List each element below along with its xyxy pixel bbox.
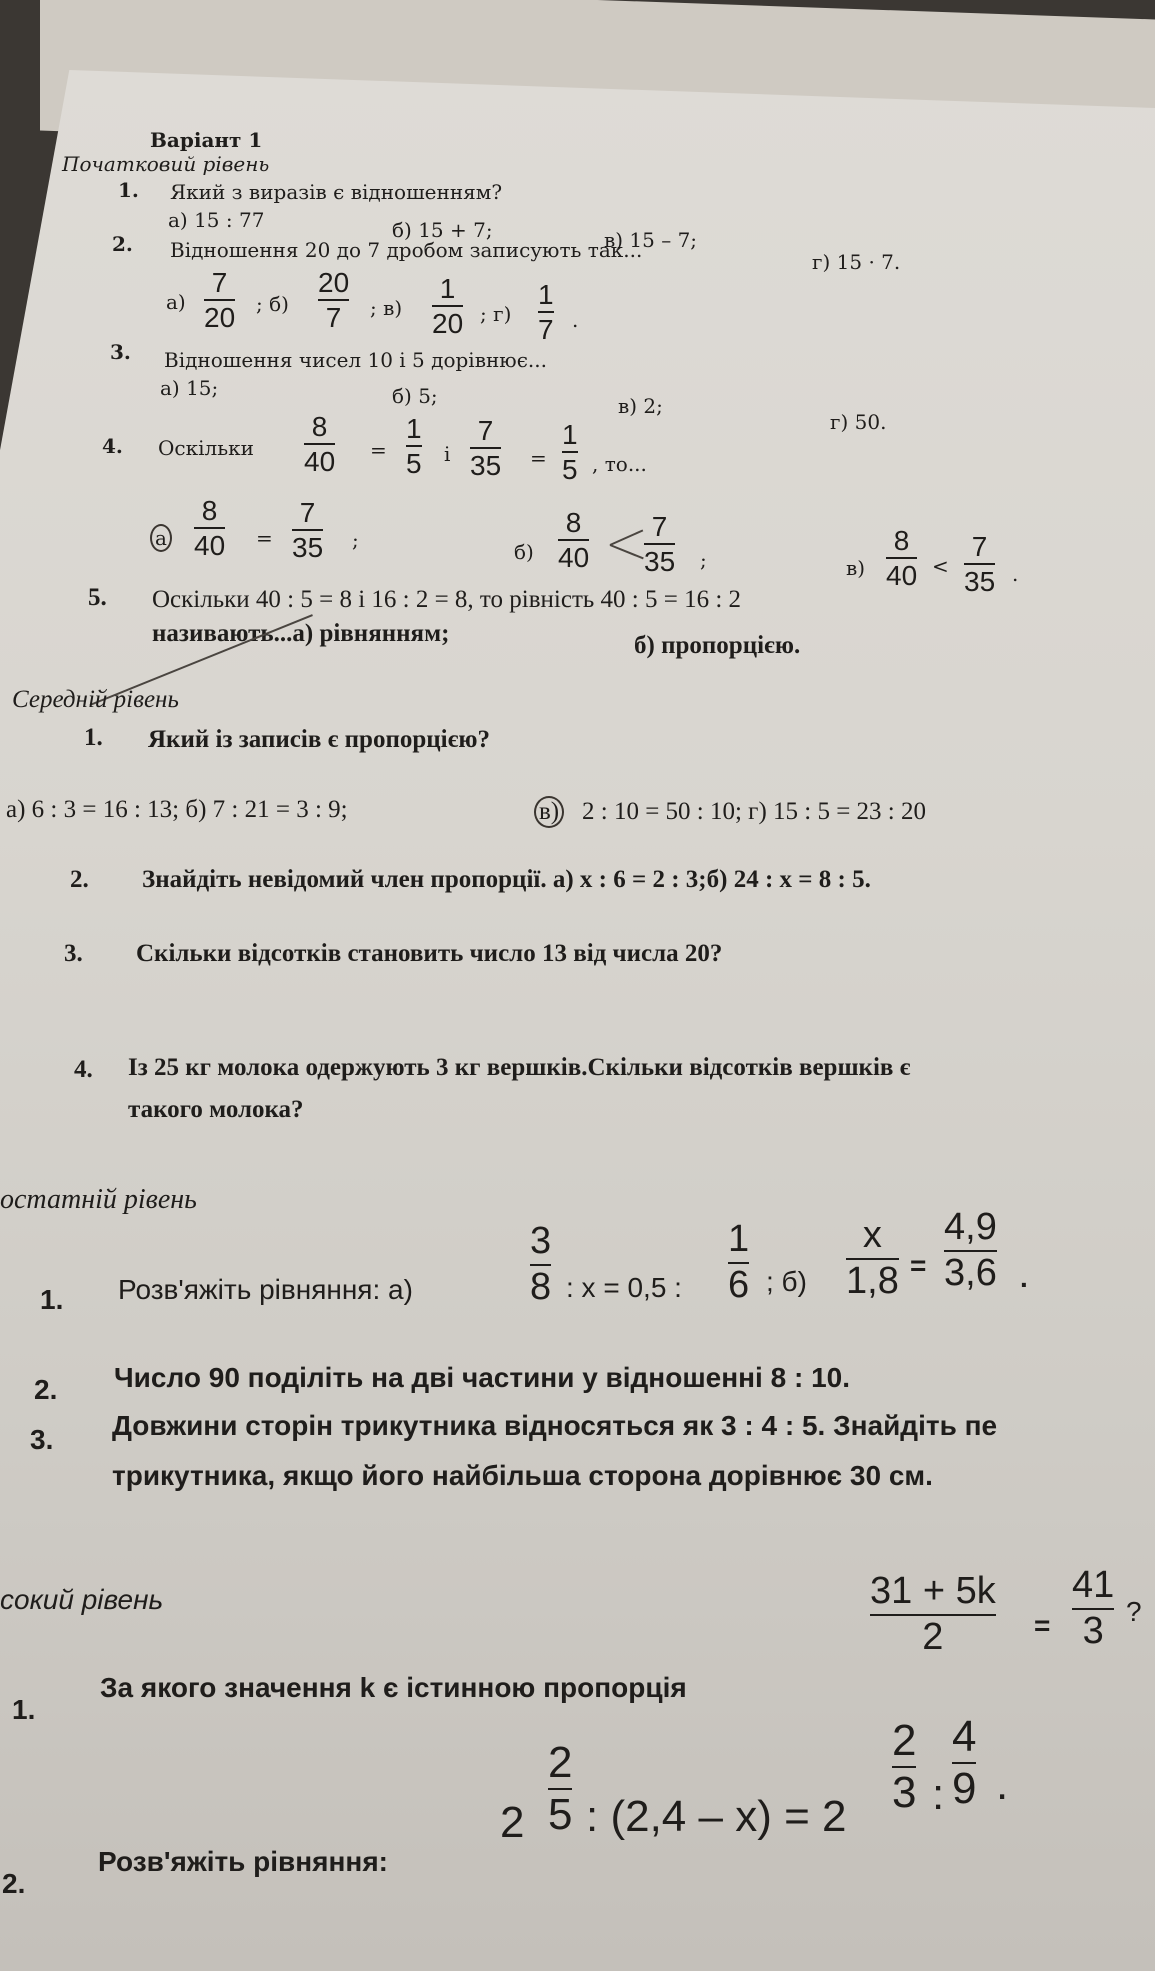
q4-option-b-label: б)	[514, 540, 534, 564]
q4-and: і	[444, 442, 451, 466]
q1-option-b: б) 15 + 7;	[392, 218, 493, 242]
q4-fraction-8-40: 8 40	[304, 411, 336, 478]
m-q1-options-a: а) 6 : 3 = 16 : 13; б) 7 : 21 = 3 : 9;	[6, 796, 348, 823]
m-q3-text: Скільки відсотків становить число 13 від числа 20?	[136, 940, 723, 967]
q2-fraction-d: 1 7	[538, 279, 554, 346]
h-q2-fraction-4-9: 4 9	[952, 1712, 977, 1814]
m-q2-text: Знайдіть невідомий член пропорції. а) x : 6 = 2 : 3;б) 24 : x = 8 : 5.	[142, 866, 871, 893]
q4-then: , то...	[592, 452, 647, 476]
m-q1-options-b: 2 : 10 = 50 : 10; г) 15 : 5 = 23 : 20	[582, 798, 927, 825]
s-q1-separator: ; б)	[766, 1266, 807, 1297]
h-q2-whole-2: 2	[500, 1798, 525, 1847]
h-q1-text: За якого значення k є істинною пропорція	[100, 1672, 687, 1703]
q4-fraction-1-5b: 1 5	[562, 419, 578, 486]
q2-end-dot: .	[572, 308, 579, 332]
q4-a-eq: =	[256, 526, 273, 550]
q2-fraction-b: 20 7	[318, 267, 350, 334]
s-q1-mid: : x = 0,5 :	[566, 1272, 682, 1303]
initial-level-heading: Початковий рівень	[62, 152, 270, 176]
h-q2-fraction-2-5: 2 5	[548, 1738, 573, 1840]
h-q2-mid: : (2,4 – x) = 2	[586, 1792, 847, 1841]
s-q1-text: Розв'яжіть рівняння: а)	[118, 1274, 413, 1305]
h-q1-fraction-41-3: 41 3	[1072, 1564, 1115, 1652]
s-q1-fraction-1-6: 1 6	[728, 1218, 750, 1306]
q2-option-d-label: ; г)	[480, 302, 512, 326]
h-q2-fraction-2-3: 2 3	[892, 1716, 917, 1818]
q4-eq-1: =	[370, 438, 387, 462]
q2-text: Відношення 20 до 7 дробом записують так...	[170, 238, 643, 262]
q1-option-c: в) 15 – 7;	[604, 228, 698, 252]
q4-a-semicolon: ;	[352, 528, 359, 552]
q1-number: 1.	[118, 178, 139, 202]
q2-option-a-label: а)	[166, 290, 186, 314]
s-q3-number: 3.	[30, 1424, 54, 1455]
q4-fraction-1-5a: 1 5	[406, 413, 422, 480]
s-q3-line2: трикутника, якщо його найбільша сторона дорівнює 30 см.	[112, 1460, 933, 1491]
q4-c-less-than: <	[932, 554, 949, 578]
h-q1-fraction-31-5k-2: 31 + 5k 2	[870, 1570, 996, 1658]
q4-number: 4.	[102, 434, 123, 458]
q4-a-fraction-8-40: 8 40	[194, 495, 226, 562]
h-q1-number: 1.	[12, 1694, 36, 1725]
s-q1-dot: .	[1020, 1262, 1028, 1293]
q3-option-c: в) 2;	[618, 394, 663, 418]
h-q1-eq: =	[1034, 1610, 1051, 1641]
m-q1-option-v-circled: в)	[534, 796, 564, 828]
q2-fraction-a: 7 20	[204, 267, 236, 334]
middle-level-heading: Середній рівень	[12, 686, 179, 713]
q3-number: 3.	[110, 340, 131, 364]
q4-option-a-circled: а	[150, 524, 172, 552]
s-q2-number: 2.	[34, 1374, 58, 1405]
q5-number: 5.	[88, 584, 107, 611]
q1-option-d: г) 15 · 7.	[812, 250, 901, 274]
s-q2-text: Число 90 поділіть на дві частини у відношенні 8 : 10.	[114, 1362, 850, 1393]
q3-option-b: б) 5;	[392, 384, 438, 408]
q5-line2: називають...а) рівнянням;	[152, 620, 450, 647]
h-q2-dot: .	[996, 1760, 1009, 1809]
q4-b-fraction-8-40: 8 40	[558, 507, 590, 574]
h-q2-text: Розв'яжіть рівняння:	[98, 1846, 389, 1877]
q1-option-a: а) 15 : 77	[168, 208, 265, 232]
m-q3-number: 3.	[64, 940, 83, 967]
q4-a-fraction-7-35: 7 35	[292, 497, 324, 564]
high-level-heading: сокий рівень	[0, 1584, 164, 1615]
q4-option-c-label: в)	[846, 556, 866, 580]
s-q1-eq: =	[910, 1250, 927, 1281]
q2-option-b-label: ; б)	[256, 292, 289, 316]
q5-line1: Оскільки 40 : 5 = 8 і 16 : 2 = 8, то рівність 40 : 5 = 16 : 2	[152, 586, 742, 613]
q4-text: Оскільки	[158, 436, 254, 460]
q3-text: Відношення чисел 10 і 5 дорівнює...	[164, 348, 547, 372]
h-q2-colon: :	[932, 1770, 945, 1819]
s-q1-fraction-3-8: 3 8	[530, 1220, 552, 1308]
q4-c-fraction-8-40: 8 40	[886, 525, 918, 592]
q4-b-semicolon: ;	[700, 548, 707, 572]
h-q1-question: ?	[1126, 1596, 1142, 1627]
q4-b-fraction-7-35: 7 35	[644, 511, 676, 578]
m-q4-line1: Із 25 кг молока одержують 3 кг вершків.Скільки відсотків вершків є	[128, 1054, 911, 1081]
m-q4-line2: такого молока?	[128, 1096, 304, 1123]
m-q1-number: 1.	[84, 724, 103, 751]
m-q1-text: Який із записів є пропорцією?	[148, 726, 491, 753]
s-q1-number: 1.	[40, 1284, 64, 1315]
variant-title: Варіант 1	[150, 128, 263, 152]
q5-option-b: б) пропорцією.	[634, 632, 801, 659]
q4-eq-2: =	[530, 446, 547, 470]
sufficient-level-heading: остатній рівень	[0, 1184, 197, 1215]
s-q1-fraction-x-1-8: x 1,8	[846, 1214, 899, 1302]
q2-fraction-c: 1 20	[432, 273, 464, 340]
q2-number: 2.	[112, 232, 133, 256]
q1-text: Який з виразів є відношенням?	[170, 180, 503, 204]
h-q2-number: 2.	[2, 1868, 26, 1899]
m-q2-number: 2.	[70, 866, 89, 893]
q3-option-a: а) 15;	[160, 376, 219, 400]
s-q3-line1: Довжини сторін трикутника відносяться як 3 : 4 : 5. Знайдіть пе	[112, 1410, 998, 1441]
q2-option-c-label: ; в)	[370, 296, 403, 320]
m-q4-number: 4.	[74, 1056, 93, 1083]
s-q1-fraction-4-9-3-6: 4,9 3,6	[944, 1206, 997, 1294]
q4-c-dot: .	[1012, 562, 1019, 586]
q4-c-fraction-7-35: 7 35	[964, 531, 996, 598]
q3-option-d: г) 50.	[830, 410, 887, 434]
q4-fraction-7-35: 7 35	[470, 415, 502, 482]
